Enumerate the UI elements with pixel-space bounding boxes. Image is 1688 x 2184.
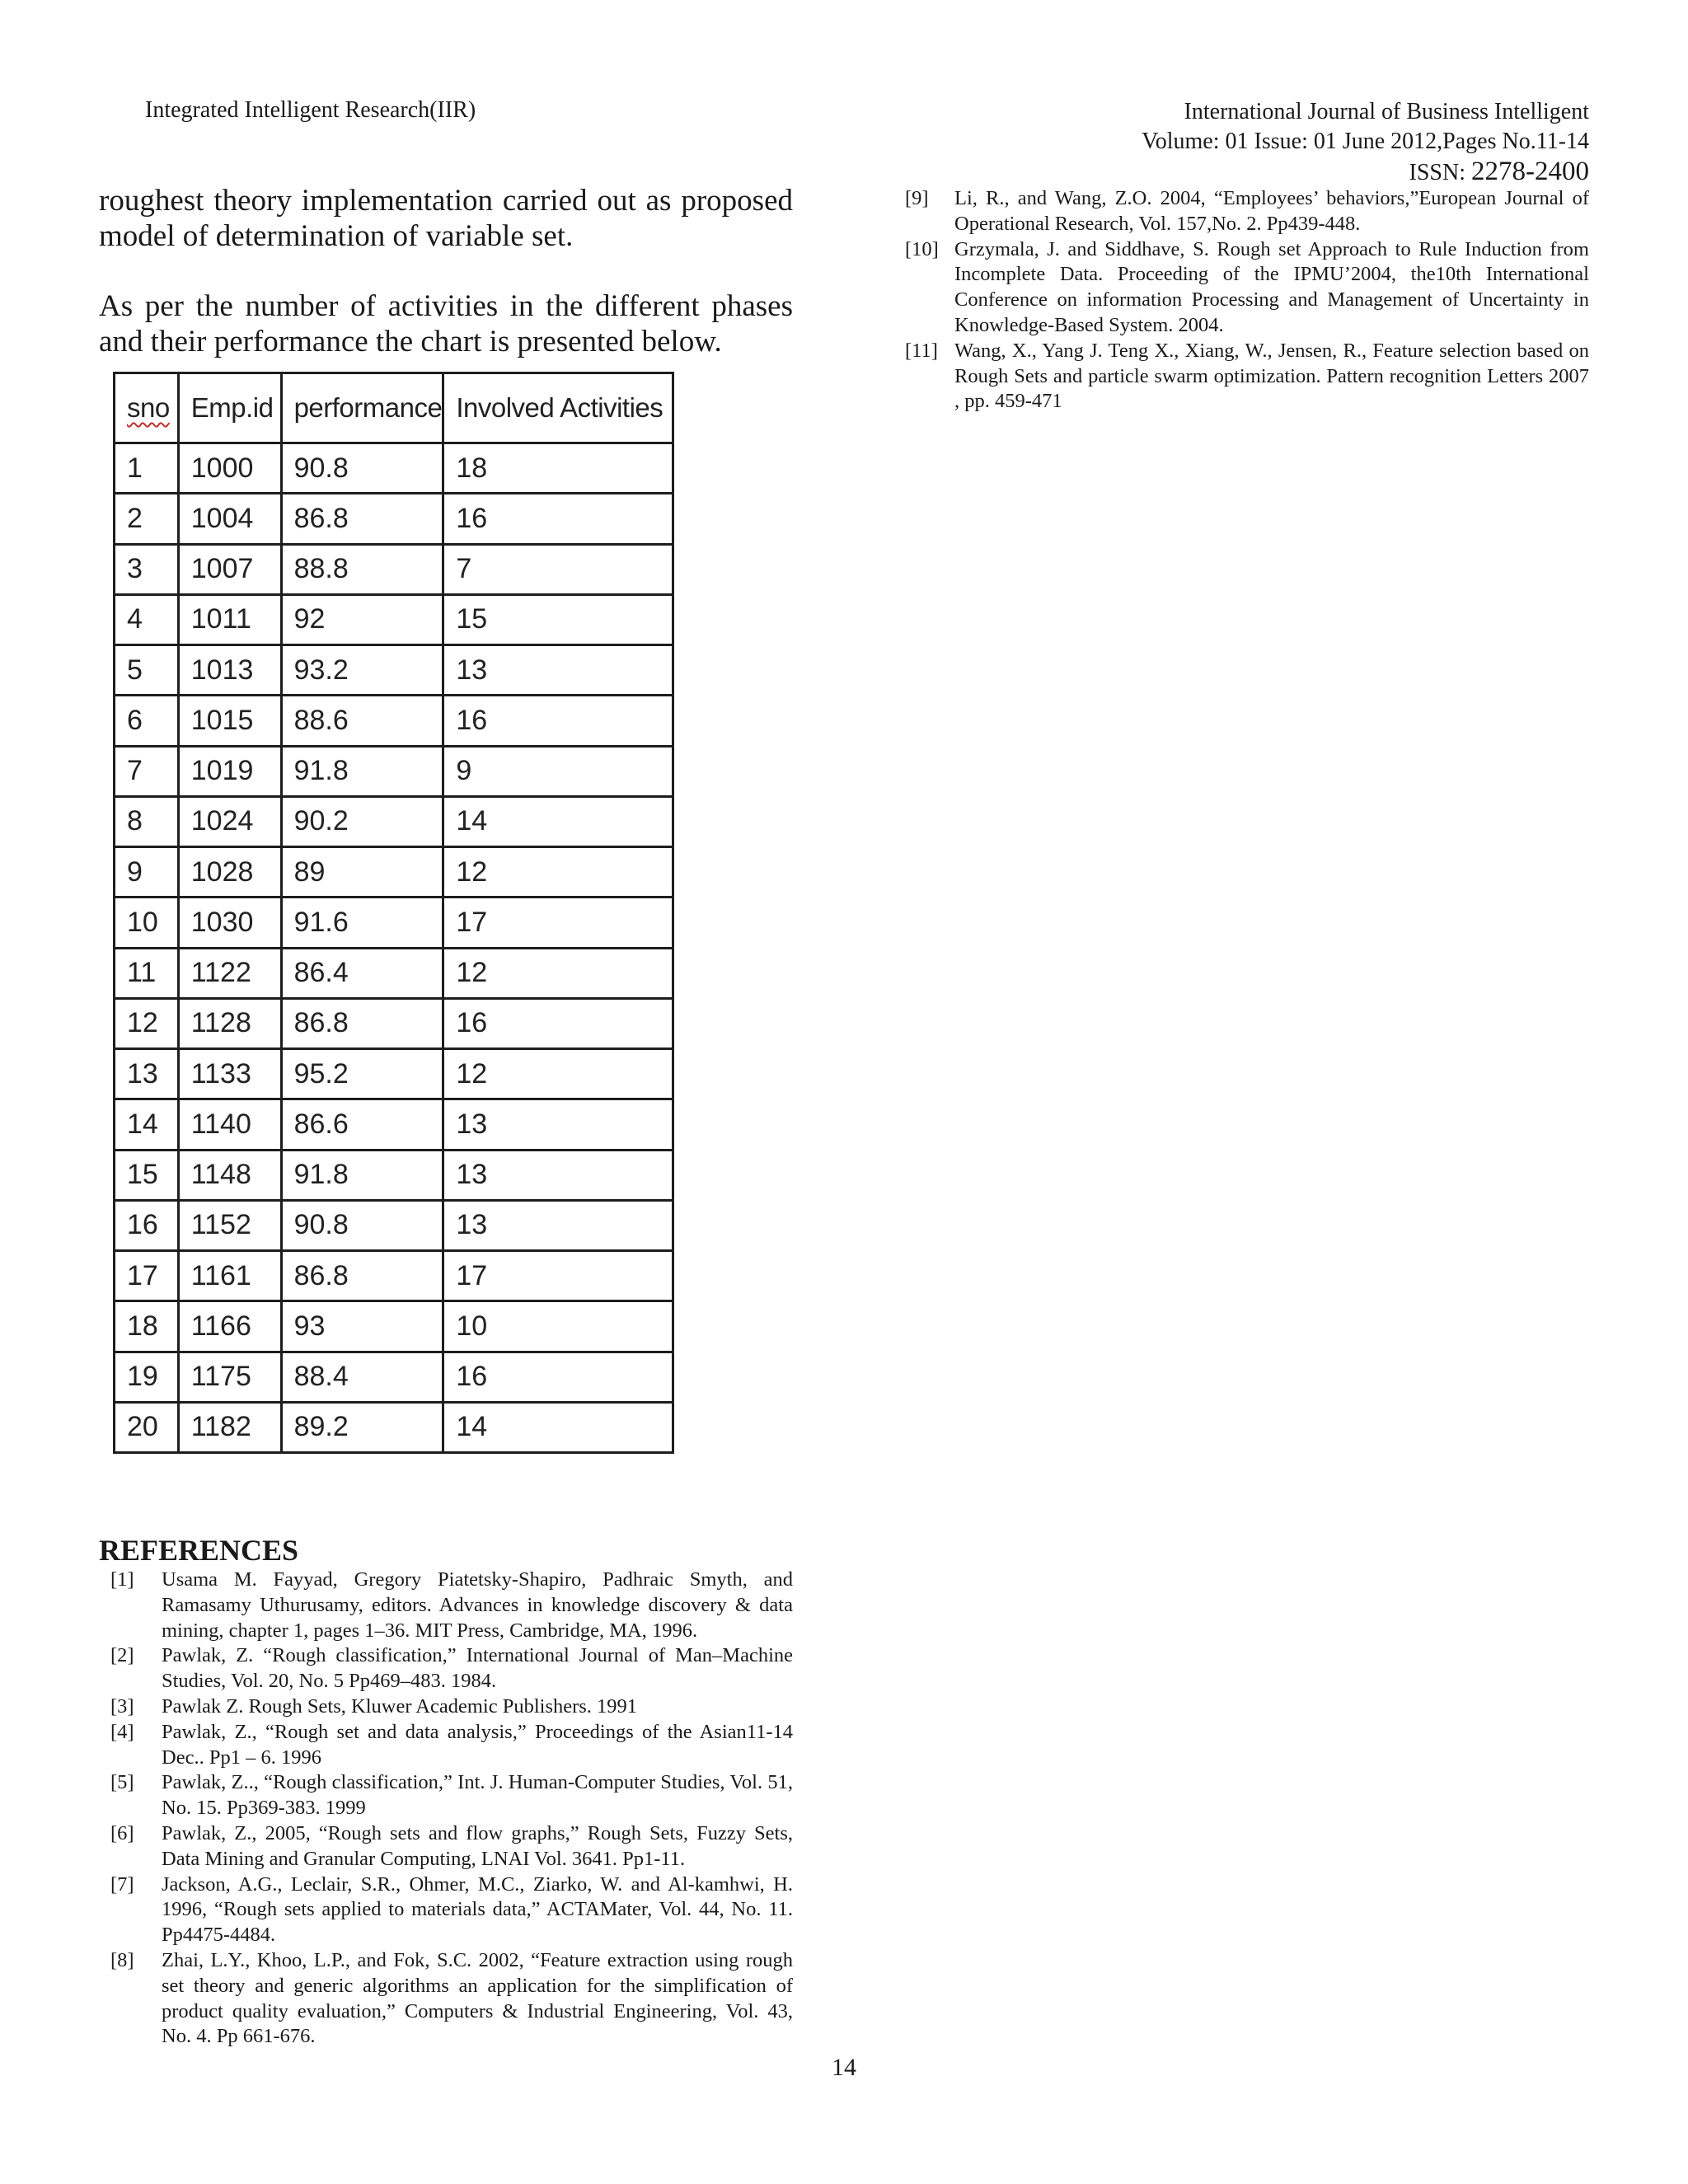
reference-item — [110, 1568, 793, 1643]
reference-text: Grzymala, J. and Siddhave, S. Rough set Approach to Rule Induction from Incomplete Data. Proceeding of the IPMU’2004, the10th International Conference on information Processing and Management of Uncertainty in Knowledge-Based System. 2004. — [954, 237, 1589, 336]
table-row — [115, 696, 673, 746]
table-cell: 12 — [443, 847, 673, 898]
table-row — [115, 443, 673, 494]
reference-number: [5] — [110, 1771, 134, 1794]
table-row — [115, 796, 673, 846]
table-cell: 1028 — [178, 847, 281, 898]
table-row — [115, 1200, 673, 1250]
reference-text: Pawlak, Z.., “Rough classification,” Int. J. Human-Computer Studies, Vol. 51, No. 15. Pp369-383. 1999 — [162, 1771, 793, 1820]
table-cell: 1019 — [178, 746, 281, 796]
table-cell: 14 — [115, 1099, 179, 1150]
table-cell: 86.8 — [281, 1251, 443, 1301]
table-cell: 91.8 — [281, 746, 443, 796]
reference-number: [2] — [110, 1644, 134, 1667]
table-cell: 5 — [115, 645, 179, 696]
table-cell: 88.6 — [281, 696, 443, 746]
table-cell: 1 — [115, 443, 179, 494]
running-header-left: Integrated Intelligent Research(IIR) — [145, 97, 476, 123]
table-cell: 13 — [443, 1200, 673, 1250]
references-list-right — [905, 186, 1589, 415]
table-cell: 1122 — [178, 948, 281, 998]
table-cell: 93 — [281, 1301, 443, 1352]
table-cell: 10 — [443, 1301, 673, 1352]
table-cell: 7 — [115, 746, 179, 796]
table-row — [115, 1049, 673, 1099]
body-paragraph-2: As per the number of activities in the different phases and their performance the chart is presented below. — [99, 289, 793, 359]
table-row — [115, 898, 673, 948]
table-cell: 1152 — [178, 1200, 281, 1250]
table-cell: 86.4 — [281, 948, 443, 998]
table-cell: 1166 — [178, 1301, 281, 1352]
table-cell: 1015 — [178, 696, 281, 746]
column-header-emp-id: Emp.id — [178, 373, 281, 443]
table-cell: 6 — [115, 696, 179, 746]
table-cell: 9 — [443, 746, 673, 796]
table-cell: 7 — [443, 544, 673, 594]
table-cell: 90.8 — [281, 1200, 443, 1250]
left-column — [99, 183, 793, 359]
table-cell: 88.8 — [281, 544, 443, 594]
reference-text: Pawlak Z. Rough Sets, Kluwer Academic Publishers. 1991 — [162, 1694, 638, 1718]
reference-item — [110, 1821, 793, 1872]
reference-text: Pawlak, Z., “Rough set and data analysis,” Proceedings of the Asian11-14 Dec.. Pp1 – 6. 1996 — [162, 1720, 793, 1769]
table-cell: 16 — [443, 998, 673, 1048]
table-cell: 18 — [443, 443, 673, 494]
issn-number: 2278-2400 — [1471, 157, 1589, 186]
table-row — [115, 544, 673, 594]
table-cell: 90.2 — [281, 796, 443, 846]
table-cell: 1007 — [178, 544, 281, 594]
performance-table — [113, 372, 674, 1454]
reference-text: Pawlak, Z., 2005, “Rough sets and flow graphs,” Rough Sets, Fuzzy Sets, Data Mining and Granular Computing, LNAI Vol. 3641. Pp1-11. — [162, 1821, 793, 1870]
column-header-involved-activities: Involved Activities — [443, 373, 673, 443]
reference-text: Li, R., and Wang, Z.O. 2004, “Employees’ behaviors,”European Journal of Operational Research, Vol. 157,No. 2. Pp439-448. — [954, 187, 1589, 235]
table-row — [115, 746, 673, 796]
table-cell: 12 — [115, 998, 179, 1048]
references-list-left — [110, 1568, 793, 2050]
table-cell: 86.8 — [281, 494, 443, 544]
body-paragraph-1: roughest theory implementation carried out as proposed model of determination of variable set. — [99, 184, 793, 253]
table-cell: 13 — [443, 645, 673, 696]
reference-number: [3] — [110, 1694, 134, 1718]
table-cell: 15 — [115, 1150, 179, 1200]
reference-item — [905, 186, 1589, 237]
reference-number: [1] — [110, 1568, 134, 1591]
table-cell: 13 — [115, 1049, 179, 1099]
references-heading: REFERENCES — [99, 1534, 299, 1567]
table-row — [115, 494, 673, 544]
table-cell: 13 — [443, 1150, 673, 1200]
table-cell: 19 — [115, 1352, 179, 1402]
reference-item — [110, 1694, 793, 1720]
reference-item — [905, 339, 1589, 415]
table-cell: 86.6 — [281, 1099, 443, 1150]
table-cell: 95.2 — [281, 1049, 443, 1099]
table-cell: 1175 — [178, 1352, 281, 1402]
table-body — [115, 443, 673, 1453]
table-cell: 17 — [443, 898, 673, 948]
table-cell: 14 — [443, 796, 673, 846]
table-cell: 10 — [115, 898, 179, 948]
table-cell: 1013 — [178, 645, 281, 696]
table-cell: 1004 — [178, 494, 281, 544]
table-cell: 12 — [443, 1049, 673, 1099]
table-cell: 13 — [443, 1099, 673, 1150]
table-cell: 1161 — [178, 1251, 281, 1301]
table-cell: 14 — [443, 1402, 673, 1452]
reference-item — [110, 1643, 793, 1694]
table-row — [115, 1150, 673, 1200]
table-row — [115, 998, 673, 1048]
table-cell: 1140 — [178, 1099, 281, 1150]
table-cell: 16 — [443, 1352, 673, 1402]
table-cell: 1148 — [178, 1150, 281, 1200]
column-header-performance: performance — [281, 373, 443, 443]
table-cell: 91.6 — [281, 898, 443, 948]
reference-number: [9] — [905, 187, 929, 209]
table-cell: 1011 — [178, 594, 281, 644]
table-cell: 3 — [115, 544, 179, 594]
reference-item — [905, 237, 1589, 339]
reference-text: Wang, X., Yang J. Teng X., Xiang, W., Jensen, R., Feature selection based on Rough Sets and particle swarm optimization. Pattern recognition Letters 2007 , pp. 459-471 — [954, 339, 1589, 413]
table-cell: 18 — [115, 1301, 179, 1352]
table-cell: 11 — [115, 948, 179, 998]
table-row — [115, 594, 673, 644]
table-cell: 91.8 — [281, 1150, 443, 1200]
table-row — [115, 948, 673, 998]
reference-item — [110, 1948, 793, 2050]
reference-item — [110, 1770, 793, 1821]
table-cell: 1128 — [178, 998, 281, 1048]
table-cell: 16 — [115, 1200, 179, 1250]
table-cell: 20 — [115, 1402, 179, 1452]
reference-number: [10] — [905, 237, 939, 260]
reference-text: Pawlak, Z. “Rough classification,” International Journal of Man–Machine Studies, Vol. 20, No. 5 Pp469–483. 1984. — [162, 1644, 793, 1693]
table-cell: 8 — [115, 796, 179, 846]
table-cell: 1133 — [178, 1049, 281, 1099]
table-row — [115, 645, 673, 696]
reference-number: [7] — [110, 1872, 134, 1896]
table-cell: 16 — [443, 696, 673, 746]
volume-issue: Volume: 01 Issue: 01 June 2012,Pages No.11-14 — [1142, 129, 1589, 154]
column-header-sno: sno — [115, 373, 179, 443]
table-header-row — [115, 373, 673, 443]
reference-number: [8] — [110, 1948, 134, 1971]
reference-item — [110, 1720, 793, 1771]
reference-number: [4] — [110, 1720, 134, 1743]
table-cell: 93.2 — [281, 645, 443, 696]
table-cell: 90.8 — [281, 443, 443, 494]
table-cell: 9 — [115, 847, 179, 898]
table-cell: 88.4 — [281, 1352, 443, 1402]
issn-label: ISSN: — [1409, 160, 1471, 185]
table-cell: 12 — [443, 948, 673, 998]
reference-number: [6] — [110, 1821, 134, 1844]
table-cell: 16 — [443, 494, 673, 544]
table-row — [115, 1352, 673, 1402]
table-cell: 15 — [443, 594, 673, 644]
table-cell: 89.2 — [281, 1402, 443, 1452]
table-cell: 1182 — [178, 1402, 281, 1452]
table-cell: 1024 — [178, 796, 281, 846]
issn — [1142, 157, 1589, 188]
table-row — [115, 1251, 673, 1301]
table-cell: 17 — [443, 1251, 673, 1301]
reference-text: Usama M. Fayyad, Gregory Piatetsky-Shapiro, Padhraic Smyth, and Ramasamy Uthurusamy, editors. Advances in knowledge discovery & data mining, chapter 1, pages 1–36. MIT Press, Cambridge, MA, 1996. — [162, 1568, 793, 1642]
journal-name: International Journal of Business Intelligent — [1184, 99, 1589, 124]
table-cell: 86.8 — [281, 998, 443, 1048]
table-cell: 2 — [115, 494, 179, 544]
running-header-right — [1142, 97, 1589, 188]
table-cell: 89 — [281, 847, 443, 898]
table-row — [115, 1099, 673, 1150]
page-number: 14 — [832, 2054, 856, 2081]
table-row — [115, 1301, 673, 1352]
reference-text: Zhai, L.Y., Khoo, L.P., and Fok, S.C. 2002, “Feature extraction using rough set theory and generic algorithms an application for the simplification of product quality evaluation,” Computers & Industrial Engineering, Vol. 43, No. 4. Pp 661-676. — [162, 1948, 793, 2048]
table-row — [115, 847, 673, 898]
table-cell: 1030 — [178, 898, 281, 948]
table-cell: 17 — [115, 1251, 179, 1301]
reference-text: Jackson, A.G., Leclair, S.R., Ohmer, M.C., Ziarko, W. and Al-kamhwi, H. 1996, “Rough sets applied to materials data,” ACTAMater, Vol. 44, No. 11. Pp4475-4484. — [162, 1872, 793, 1947]
reference-item — [110, 1872, 793, 1948]
table-cell: 92 — [281, 594, 443, 644]
reference-number: [11] — [905, 339, 938, 362]
table-cell: 4 — [115, 594, 179, 644]
table-cell: 1000 — [178, 443, 281, 494]
table-row — [115, 1402, 673, 1452]
